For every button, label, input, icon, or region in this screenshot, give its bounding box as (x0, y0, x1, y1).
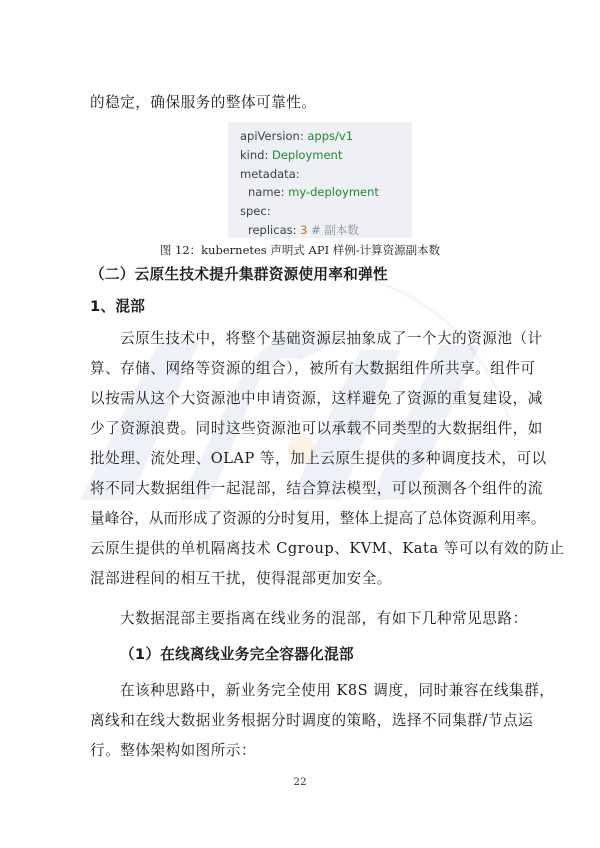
paragraph-line: 云原生技术中，将整个基础资源层抽象成了一个大的资源池（计 (120, 330, 543, 347)
top-line: 的稳定，确保服务的整体可靠性。 (90, 94, 317, 111)
code-line: spec: (240, 204, 271, 219)
paragraph-line: 云原生提供的单机隔离技术 Cgroup、KVM、Kata 等可以有效的防止 (90, 540, 565, 557)
section-heading: （二）云原生技术提升集群资源使用率和弹性 (90, 266, 388, 283)
code-line: kind: Deployment (240, 147, 343, 162)
paragraph-line: 在该种思路中，新业务完全使用 K8S 调度，同时兼容在线集群， (120, 682, 555, 699)
paragraph-line: 将不同大数据组件一起混部，结合算法模型，可以预测各个组件的流 (90, 480, 543, 497)
paragraph-line: 混部进程间的相互干扰，使得混部更加安全。 (90, 570, 392, 587)
paragraph-line: 少了资源浪费。同时这些资源池可以承载不同类型的大数据组件，如 (90, 420, 543, 437)
code-sample (228, 122, 412, 238)
paragraph-line: 行。整体架构如图所示： (90, 742, 257, 759)
code-line: apiVersion: apps/v1 (240, 129, 354, 143)
paragraph-line: 批处理、流处理、OLAP 等，加上云原生提供的多种调度技术，可以 (90, 450, 547, 467)
paragraph-line: 以按需从这个大资源池中申请资源，这样避免了资源的重复建设，减 (90, 390, 543, 407)
sub-heading: 1、混部 (90, 298, 146, 315)
code-line: metadata: (240, 166, 300, 181)
page-number: 22 (293, 776, 307, 788)
sub-heading: （1）在线离线业务完全容器化混部 (120, 646, 354, 663)
code-line: replicas: 3 # 副本数 (248, 222, 359, 237)
paragraph-line: 离线和在线大数据业务根据分时调度的策略，选择不同集群/节点运 (90, 712, 534, 729)
paragraph-line: 大数据混部主要指离在线业务的混部，有如下几种常见思路： (120, 610, 528, 627)
code-line: name: my-deployment (248, 185, 379, 200)
figure-caption: 图 12：kubernetes 声明式 API 样例-计算资源副本数 (159, 243, 441, 257)
paragraph-line: 量峰谷，从而形成了资源的分时复用，整体上提高了总体资源利用率。 (90, 510, 546, 527)
paragraph-line: 算、存储、网络等资源的组合），被所有大数据组件所共享。组件可 (90, 360, 536, 377)
